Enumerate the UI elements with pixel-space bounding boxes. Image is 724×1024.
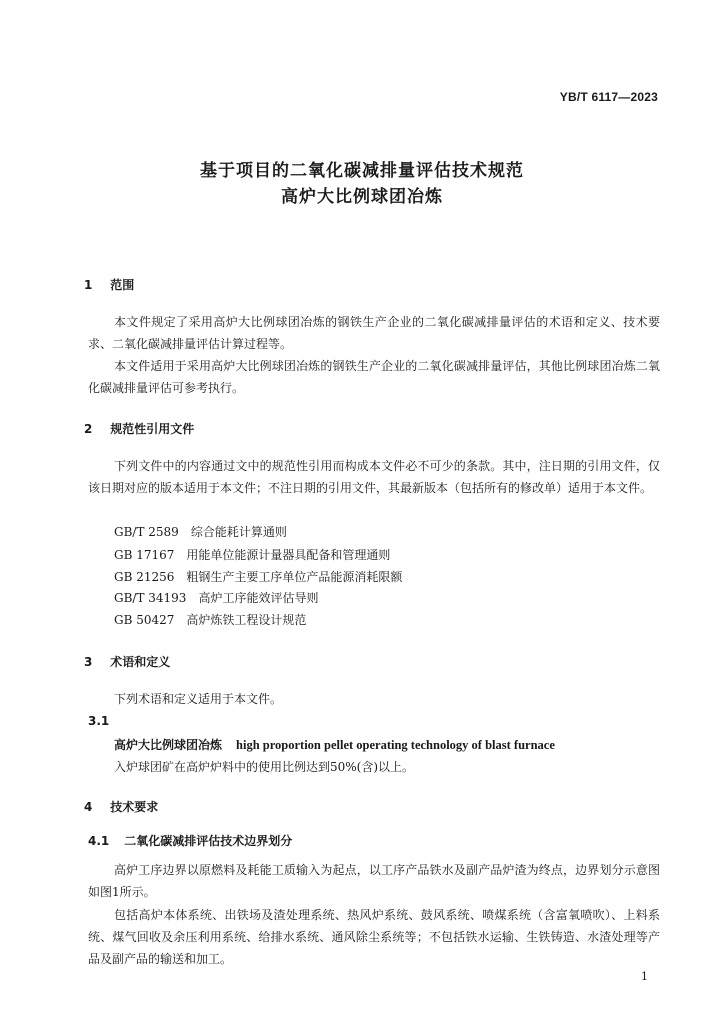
reference-item xyxy=(114,611,306,628)
page-number: 1 xyxy=(641,970,648,983)
reference-item xyxy=(114,568,402,585)
reference-code: GB 50427 xyxy=(114,613,175,627)
reference-title: 高炉工序能效评估导则 xyxy=(198,591,319,605)
section-title: 术语和定义 xyxy=(110,655,171,669)
terms-intro-paragraph: 下列术语和定义适用于本文件。 xyxy=(114,692,283,706)
standard-number: YB/T 6117—2023 xyxy=(559,90,658,104)
reference-code: GB 17167 xyxy=(114,548,175,562)
reference-item xyxy=(114,589,318,606)
section-number: 4 xyxy=(84,800,93,814)
term-english: high proportion pellet operating technology of blast furnace xyxy=(236,738,555,752)
section-title: 规范性引用文件 xyxy=(110,422,195,436)
reference-code: GB 21256 xyxy=(114,570,175,584)
scope-paragraph-1: 本文件规定了采用高炉大比例球团冶炼的钢铁生产企业的二氧化碳减排量评估的术语和定义、技术要求、二氧化碳减排量评估计算过程等。 xyxy=(88,315,660,351)
reference-title: 综合能耗计算通则 xyxy=(190,525,287,539)
requirements-paragraph-2: 包括高炉本体系统、出铁场及渣处理系统、热风炉系统、鼓风系统、喷煤系统（含富氧喷吹）、上料系统、煤气回收及余压利用系统、给排水系统、通风除尘系统等；不包括铁水运输、生铁铸造、水渣处理等产品及副产品的输送和加工。 xyxy=(88,908,660,966)
subsection-title: 二氧化碳减排评估技术边界划分 xyxy=(124,834,293,848)
section-heading-scope xyxy=(84,276,134,293)
section-number: 3 xyxy=(84,655,93,669)
reference-item xyxy=(114,546,390,563)
reference-title: 高炉炼铁工程设计规范 xyxy=(186,613,307,627)
term-entry xyxy=(114,736,555,753)
reference-code: GB/T 2589 xyxy=(114,525,179,539)
document-subtitle: 高炉大比例球团冶炼 xyxy=(281,187,443,207)
section-heading-normative-references xyxy=(84,420,194,437)
normative-intro-paragraph: 下列文件中的内容通过文中的规范性引用而构成本文件必不可少的条款。其中，注日期的引用文件，仅该日期对应的版本适用于本文件；不注日期的引用文件，其最新版本（包括所有的修改单）适用于本文件。 xyxy=(88,459,660,495)
section-heading-terms xyxy=(84,653,170,670)
term-chinese: 高炉大比例球团冶炼 xyxy=(114,738,223,752)
subsection-heading xyxy=(88,832,292,849)
section-heading-requirements xyxy=(84,798,158,815)
term-definition: 入炉球团矿在高炉炉料中的使用比例达到50%(含)以上。 xyxy=(114,760,415,774)
term-number: 3.1 xyxy=(88,714,110,728)
section-title: 技术要求 xyxy=(110,800,159,814)
scope-paragraph-2: 本文件适用于采用高炉大比例球团冶炼的钢铁生产企业的二氧化碳减排量评估，其他比例球团冶炼二氧化碳减排量评估可参考执行。 xyxy=(88,359,660,395)
document-title: 基于项目的二氧化碳减排量评估技术规范 xyxy=(200,161,524,181)
section-number: 1 xyxy=(84,278,93,292)
reference-code: GB/T 34193 xyxy=(114,591,187,605)
reference-item xyxy=(114,523,287,540)
reference-title: 用能单位能源计量器具配备和管理通则 xyxy=(186,548,391,562)
requirements-paragraph-1: 高炉工序边界以原燃料及耗能工质输入为起点，以工序产品铁水及副产品炉渣为终点，边界划分示意图如图1所示。 xyxy=(88,863,660,899)
section-title: 范围 xyxy=(110,278,135,292)
subsection-number: 4.1 xyxy=(88,834,110,848)
reference-title: 粗钢生产主要工序单位产品能源消耗限额 xyxy=(186,570,403,584)
section-number: 2 xyxy=(84,422,93,436)
